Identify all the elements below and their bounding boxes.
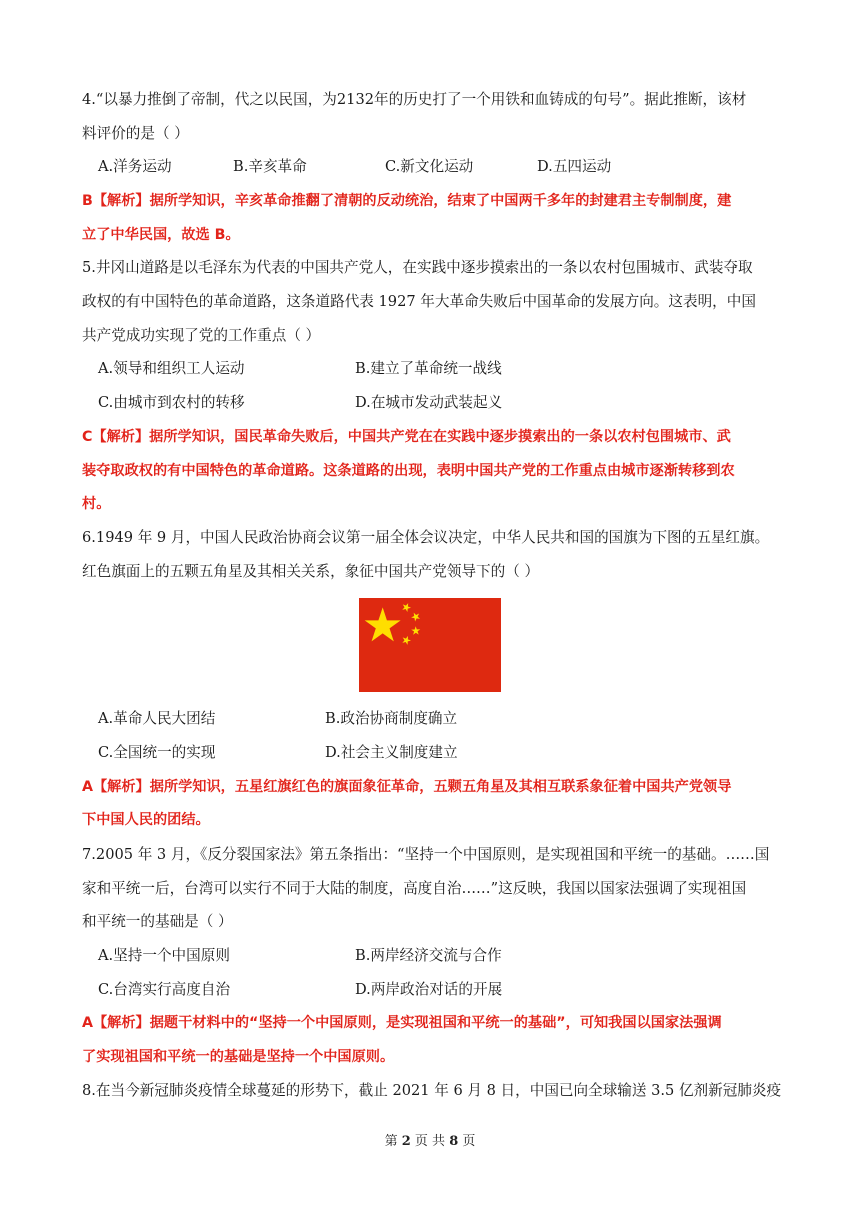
footer-page-number: 2 xyxy=(401,1134,411,1149)
q5-stem-line-2: 政权的有中国特色的革命道路，这条道路代表 1927 年大革命失败后中国革命的发展方向。这表明，中国 xyxy=(82,293,756,310)
q6-stem-line-1: 6.1949 年 9 月，中国人民政治协商会议第一届全体会议决定，中华人民共和国的国旗为下图的五星红旗。 xyxy=(82,529,770,546)
footer-suffix: 页 xyxy=(458,1134,476,1149)
q6-answer-line-1: A【解析】据所学知识，五星红旗红色的旗面象征革命，五颗五角星及其相互联系象征着中国共产党领导 xyxy=(82,779,732,795)
q5-answer-line-2: 装夺取政权的有中国特色的革命道路。这条道路的出现，表明中国共产党的工作重点由城市逐渐转移到农 xyxy=(82,463,735,479)
five-star-red-flag-image xyxy=(359,598,501,692)
q4-option-b: B.辛亥革命 xyxy=(233,158,307,175)
q7-option-c: C.台湾实行高度自治 xyxy=(98,981,231,998)
q7-option-a: A.坚持一个中国原则 xyxy=(98,947,230,964)
q5-option-a: A.领导和组织工人运动 xyxy=(98,360,245,377)
q6-stem-line-2: 红色旗面上的五颗五角星及其相关关系，象征中国共产党领导下的（ ） xyxy=(82,563,540,580)
q4-option-a: A.洋务运动 xyxy=(98,158,172,175)
q4-stem-line-2: 料评价的是（ ） xyxy=(82,125,189,142)
q4-option-d: D.五四运动 xyxy=(537,158,612,175)
q7-option-d: D.两岸政治对话的开展 xyxy=(355,981,503,998)
q5-answer-line-1: C【解析】据所学知识，国民革命失败后，中国共产党在在实践中逐步摸索出的一条以农村包围城市、武 xyxy=(82,429,731,445)
q6-option-c: C.全国统一的实现 xyxy=(98,744,216,761)
q4-answer-line-1: B【解析】据所学知识，辛亥革命推翻了清朝的反动统治，结束了中国两千多年的封建君主专制制度，建 xyxy=(82,193,732,209)
q6-option-d: D.社会主义制度建立 xyxy=(325,744,458,761)
flag-field xyxy=(359,598,501,692)
footer-prefix: 第 xyxy=(384,1134,402,1149)
q7-answer-line-2: 了实现祖国和平统一的基础是坚持一个中国原则。 xyxy=(82,1049,395,1065)
q7-option-b: B.两岸经济交流与合作 xyxy=(355,947,502,964)
q6-option-a: A.革命人民大团结 xyxy=(98,710,216,727)
q5-option-b: B.建立了革命统一战线 xyxy=(355,360,502,377)
footer-middle: 页 共 xyxy=(410,1134,450,1149)
q5-stem-line-1: 5.井冈山道路是以毛泽东为代表的中国共产党人，在实践中逐步摸索出的一条以农村包围城市、武装夺取 xyxy=(82,259,753,276)
footer-total-pages: 8 xyxy=(449,1134,459,1149)
q7-stem-line-2: 家和平统一后，台湾可以实行不同于大陆的制度，高度自治……”这反映，我国以国家法强调了实现祖国 xyxy=(82,880,747,897)
q7-answer-line-1: A【解析】据题干材料中的“坚持一个中国原则，是实现祖国和平统一的基础”，可知我国以国家法强调 xyxy=(82,1015,722,1031)
q4-stem-line-1: 4.“以暴力推倒了帝制，代之以民国，为2132年的历史打了一个用铁和血铸成的句号”。据此推断，该材 xyxy=(82,91,747,108)
q6-option-b: B.政治协商制度确立 xyxy=(325,710,458,727)
q7-stem-line-1: 7.2005 年 3 月，《反分裂国家法》第五条指出：“坚持一个中国原则，是实现祖国和平统一的基础。……国 xyxy=(82,846,770,863)
q6-answer-line-2: 下中国人民的团结。 xyxy=(82,812,210,828)
q5-answer-line-3: 村。 xyxy=(82,496,111,512)
q5-option-c: C.由城市到农村的转移 xyxy=(98,394,245,411)
q4-answer-line-2: 立了中华民国，故选 B。 xyxy=(82,227,240,243)
q7-stem-line-3: 和平统一的基础是（ ） xyxy=(82,913,233,930)
q5-stem-line-3: 共产党成功实现了党的工作重点（ ） xyxy=(82,327,321,344)
q4-option-c: C.新文化运动 xyxy=(385,158,474,175)
q5-option-d: D.在城市发动武装起义 xyxy=(355,394,503,411)
page-footer xyxy=(0,1130,860,1149)
q8-stem-line-1: 8.在当今新冠肺炎疫情全球蔓延的形势下，截止 2021 年 6 月 8 日，中国已向全球输送 3.5 亿剂新冠肺炎疫 xyxy=(82,1082,782,1099)
